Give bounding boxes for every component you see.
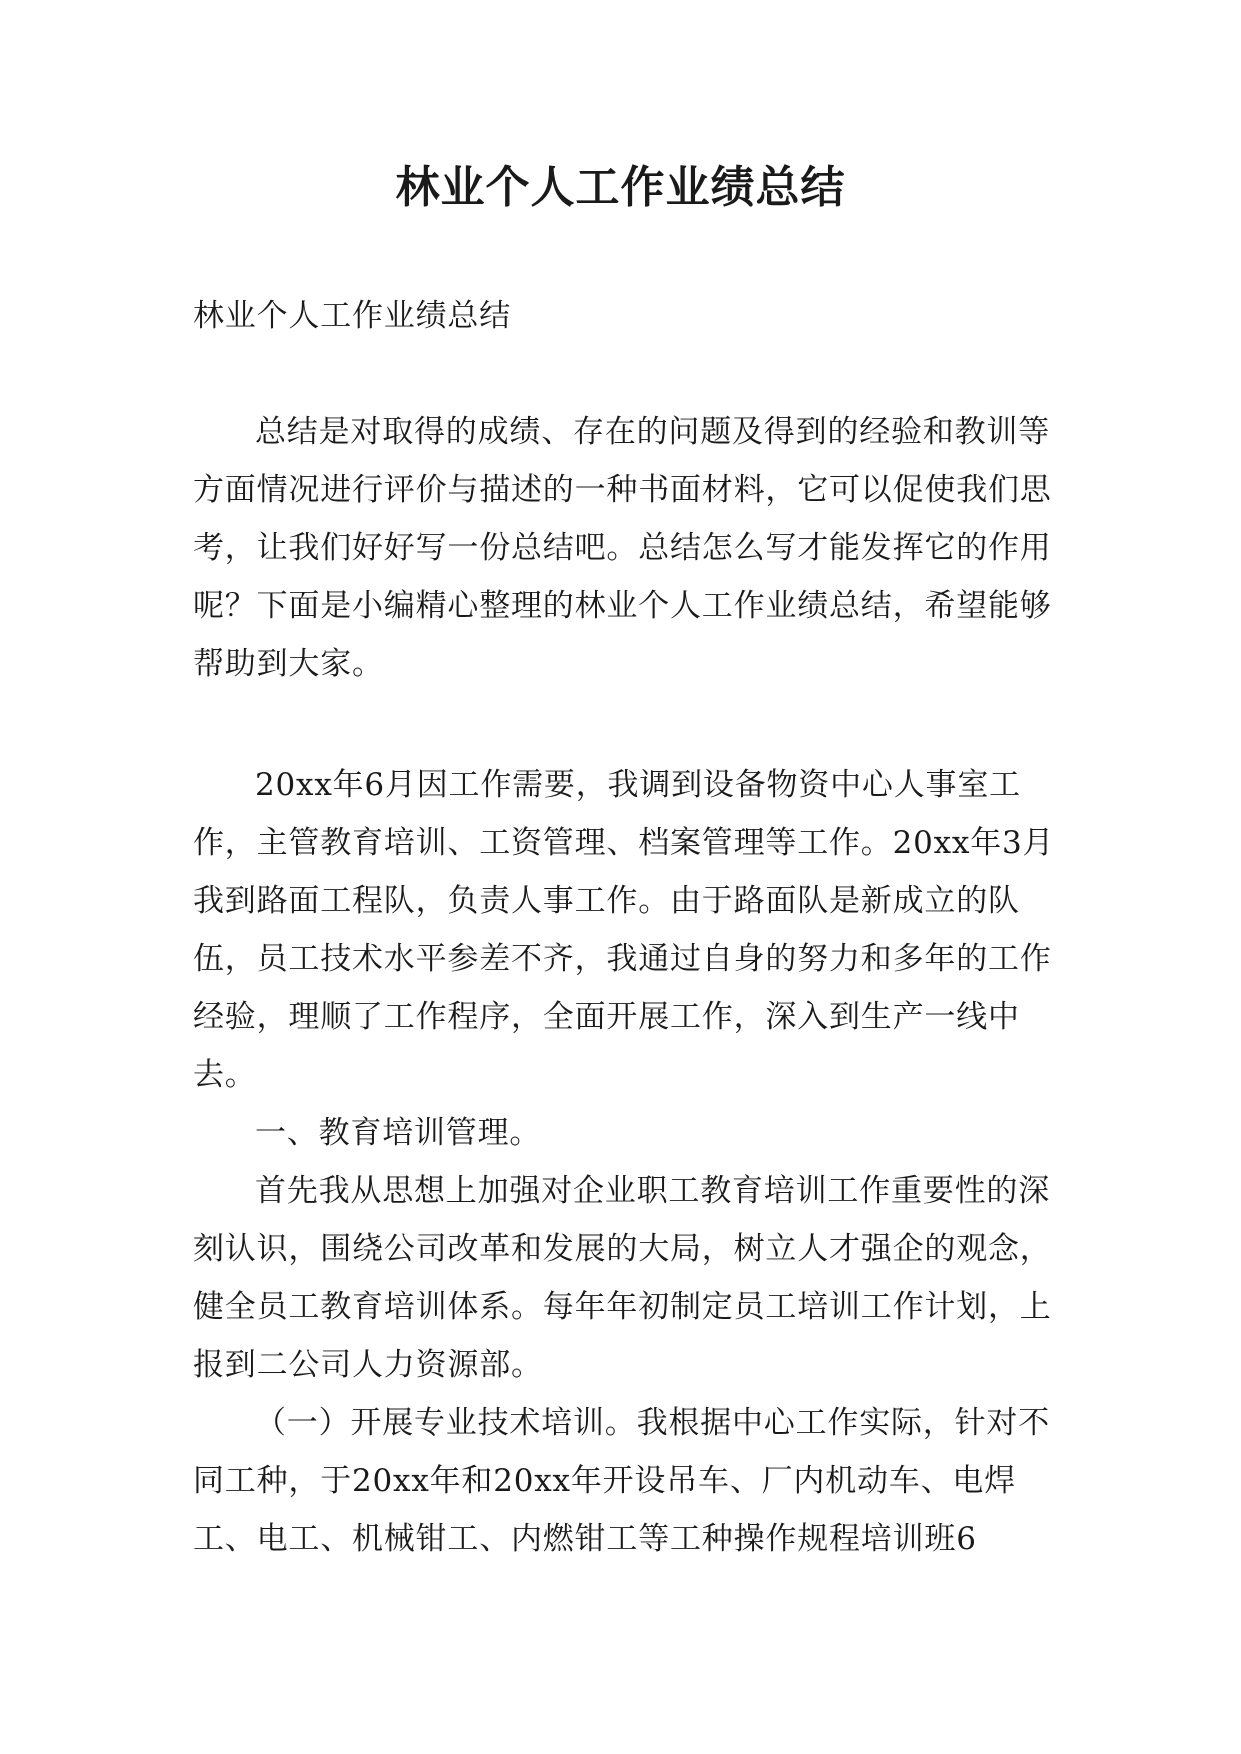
work-history-paragraph: 20xx年6月因工作需要，我调到设备物资中心人事室工作，主管教育培训、工资管理、档案管理等工作。20xx年3月我到路面工程队，负责人事工作。由于路面队是新成立的队伍，员工技术水平参差不齐，我通过自身的努力和多年的工作经验，理顺了工作程序，全面开展工作，深入到生产一线中去。 bbox=[193, 767, 1055, 1093]
section-heading-training: 一、教育培训管理。 bbox=[255, 1115, 542, 1151]
training-paragraph: 首先我从思想上加强对企业职工教育培训工作重要性的深刻认识，围绕公司改革和发展的大局，树立人才强企的观念，健全员工教育培训体系。每年年初制定员工培训工作计划，上报到二公司人力资源部。 bbox=[193, 1173, 1052, 1383]
subtitle-line: 林业个人工作业绩总结 bbox=[193, 298, 511, 334]
document-body bbox=[193, 287, 1057, 1568]
document-title: 林业个人工作业绩总结 bbox=[395, 162, 846, 213]
intro-paragraph: 总结是对取得的成绩、存在的问题及得到的经验和教训等方面情况进行评价与描述的一种书面材料，它可以促使我们思考，让我们好好写一份总结吧。总结怎么写才能发挥它的作用呢？下面是小编精心整理的林业个人工作业绩总结，希望能够帮助到大家。 bbox=[193, 414, 1052, 682]
technical-training-paragraph: （一）开展专业技术培训。我根据中心工作实际，针对不同工种，于20xx年和20xx年开设吊车、厂内机动车、电焊工、电工、机械钳工、内燃钳工等工种操作规程培训班6 bbox=[193, 1405, 1050, 1557]
